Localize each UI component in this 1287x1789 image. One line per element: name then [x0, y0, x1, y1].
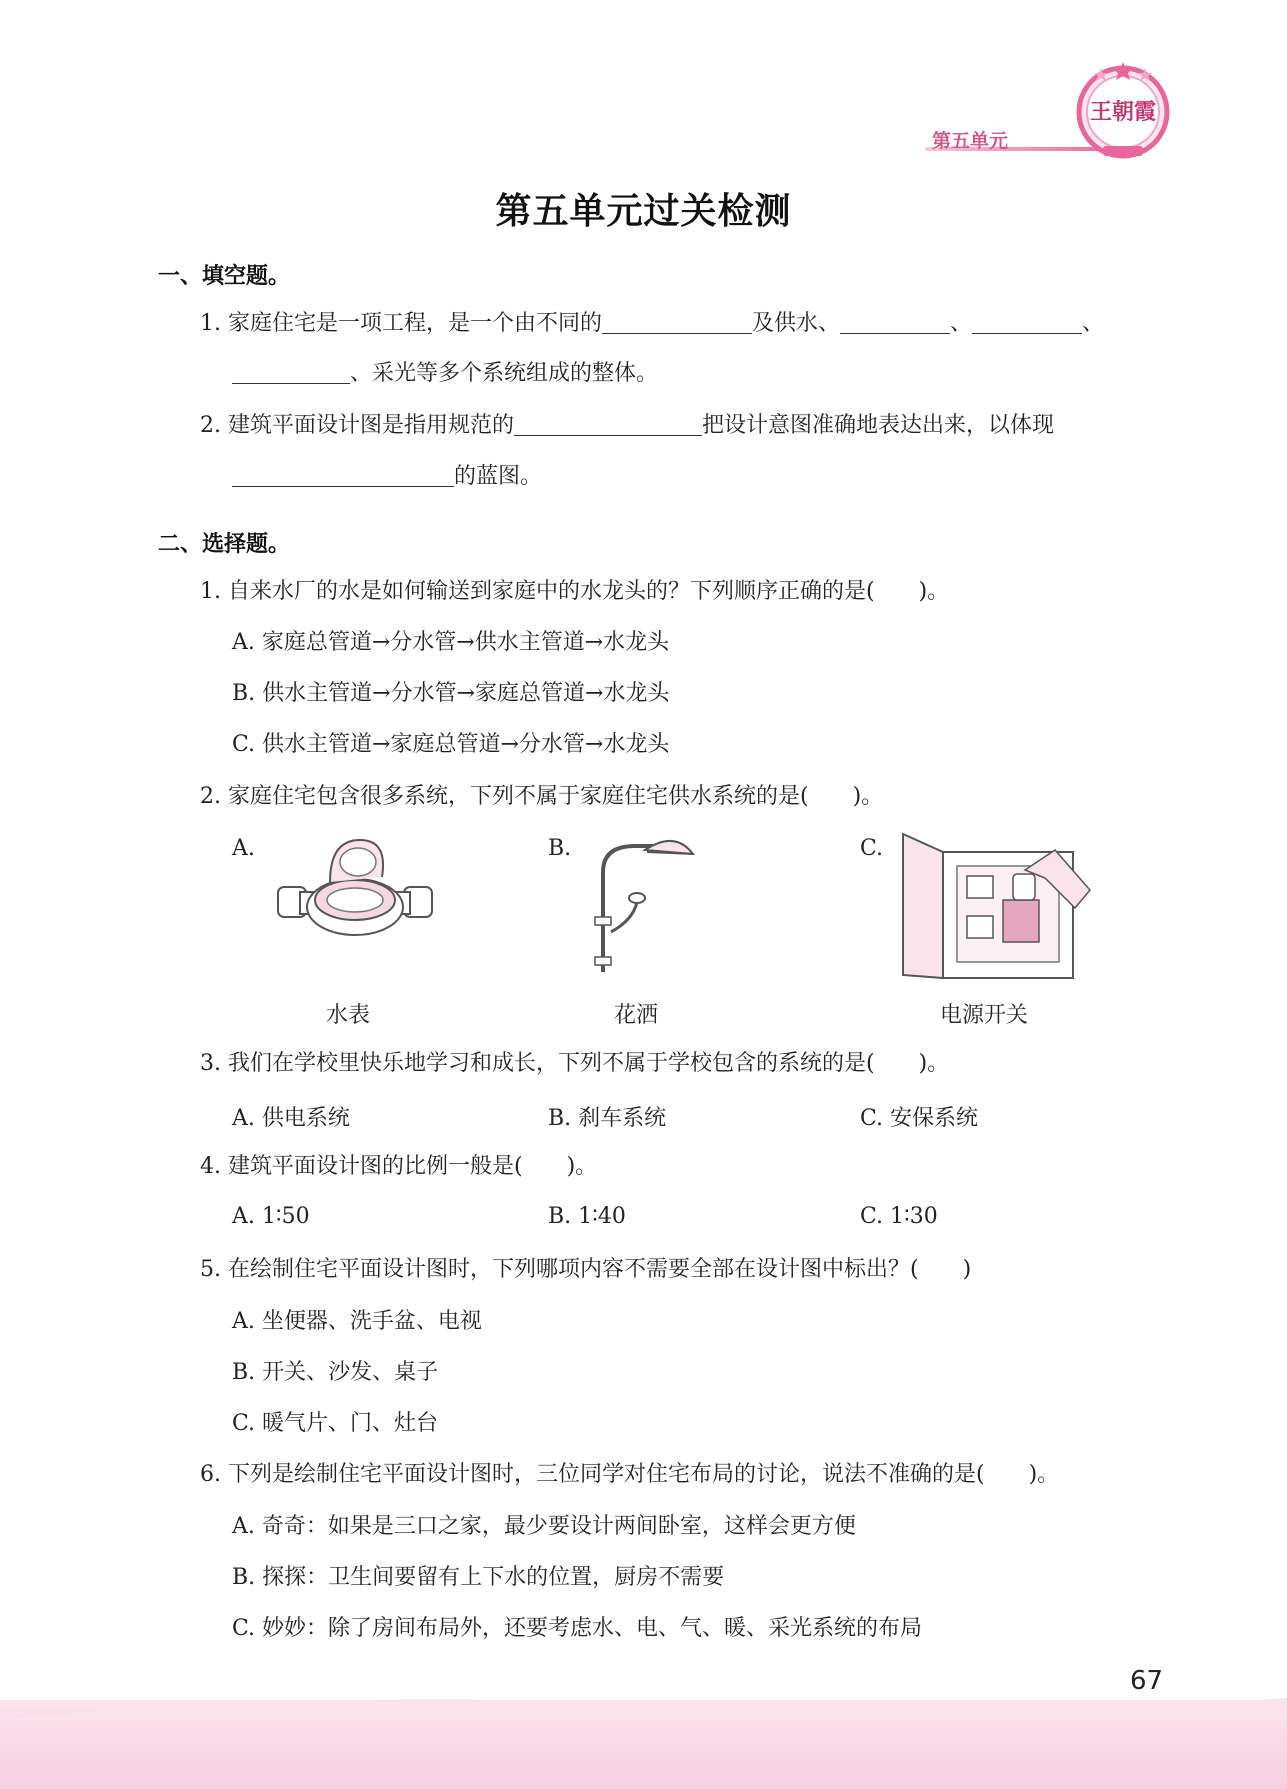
question-1-line-1: [200, 309, 1104, 339]
mc-question-4-option-b[interactable]: B. 1∶40: [548, 1204, 626, 1229]
mc-question-6-option-a[interactable]: A. 奇奇：如果是三口之家，最少要设计两间卧室，这样会更方便: [232, 1514, 856, 1539]
question-text: 家庭住宅是一项工程，是一个由不同的: [228, 311, 603, 336]
mc-question-4-option-c[interactable]: C. 1∶30: [860, 1204, 938, 1229]
answer-blank[interactable]: [232, 361, 350, 384]
question-text: 建筑平面设计图是指用规范的: [228, 413, 515, 438]
mc-question-4-stem: 4. 建筑平面设计图的比例一般是( )。: [200, 1154, 598, 1179]
mc-question-1-stem: 1. 自来水厂的水是如何输送到家庭中的水龙头的？下列顺序正确的是( )。: [200, 579, 950, 604]
question-1-line-2: [232, 359, 658, 389]
question-2-line-2: [232, 462, 542, 492]
water-meter-icon: [270, 832, 440, 982]
question-text: 的蓝图。: [454, 464, 543, 489]
option-a-caption: 水表: [326, 1003, 371, 1028]
answer-blank[interactable]: [514, 413, 702, 436]
question-text: 、: [1082, 311, 1105, 336]
mc-question-3-option-c[interactable]: C. 安保系统: [860, 1106, 979, 1131]
mc-question-2-stem: 2. 家庭住宅包含很多系统，下列不属于家庭住宅供水系统的是( )。: [200, 784, 884, 809]
mc-question-3-stem: 3. 我们在学校里快乐地学习和成长，下列不属于学校包含的系统的是( )。: [200, 1051, 950, 1076]
mc-question-1-option-b[interactable]: B. 供水主管道→分水管→家庭总管道→水龙头: [232, 681, 670, 706]
shower-icon: [575, 832, 705, 982]
mc-question-1-option-a[interactable]: A. 家庭总管道→分水管→供水主管道→水龙头: [232, 630, 670, 655]
mc-question-3-option-a[interactable]: A. 供电系统: [232, 1106, 350, 1131]
mc-question-2-option-b-letter[interactable]: B.: [548, 836, 572, 861]
mc-question-4-option-a[interactable]: A. 1∶50: [232, 1204, 310, 1229]
answer-blank[interactable]: [840, 311, 950, 334]
mc-question-6-stem: 6. 下列是绘制住宅平面设计图时，三位同学对住宅布局的讨论，说法不准确的是( )。: [200, 1462, 1060, 1487]
section-heading-multiple-choice: 二、选择题。: [158, 532, 291, 557]
mc-question-5-option-c[interactable]: C. 暖气片、门、灶台: [232, 1411, 439, 1436]
brand-name: 王朝霞: [1089, 100, 1156, 125]
question-text: 、采光等多个系统组成的整体。: [350, 361, 659, 386]
answer-blank[interactable]: [232, 464, 454, 487]
mc-question-5-option-a[interactable]: A. 坐便器、洗手盆、电视: [232, 1309, 482, 1334]
page-title: 第五单元过关检测: [495, 191, 792, 232]
answer-blank[interactable]: [972, 311, 1082, 334]
page-number: 67: [1130, 1666, 1164, 1696]
mc-question-5-option-b[interactable]: B. 开关、沙发、桌子: [232, 1360, 439, 1385]
mc-question-5-stem: 5. 在绘制住宅平面设计图时，下列哪项内容不需要全部在设计图中标出？( ): [200, 1257, 972, 1282]
mc-question-2-option-c-letter[interactable]: C.: [860, 836, 884, 861]
section-heading-fill-blank: 一、填空题。: [158, 264, 291, 289]
option-c-caption: 电源开关: [940, 1003, 1029, 1028]
option-b-caption: 花洒: [614, 1003, 659, 1028]
mc-question-6-option-c[interactable]: C. 妙妙：除了房间布局外，还要考虑水、电、气、暖、采光系统的布局: [232, 1616, 923, 1641]
footer-wave: [0, 1690, 1287, 1720]
question-number: 1.: [200, 311, 221, 336]
question-text: 及供水、: [752, 311, 841, 336]
mc-question-1-option-c[interactable]: C. 供水主管道→家庭总管道→分水管→水龙头: [232, 732, 670, 757]
answer-blank[interactable]: [602, 311, 752, 334]
question-text: 、: [950, 311, 973, 336]
mc-question-2-option-a-letter[interactable]: A.: [232, 836, 255, 861]
unit-label: 第五单元: [932, 130, 1009, 152]
question-text: 把设计意图准确地表达出来，以体现: [702, 413, 1055, 438]
question-2-line-1: [200, 411, 1054, 441]
power-switch-panel-icon: [895, 830, 1095, 980]
mc-question-6-option-b[interactable]: B. 探探：卫生间要留有上下水的位置，厨房不需要: [232, 1565, 725, 1590]
mc-question-3-option-b[interactable]: B. 刹车系统: [548, 1106, 667, 1131]
question-number: 2.: [200, 413, 221, 438]
